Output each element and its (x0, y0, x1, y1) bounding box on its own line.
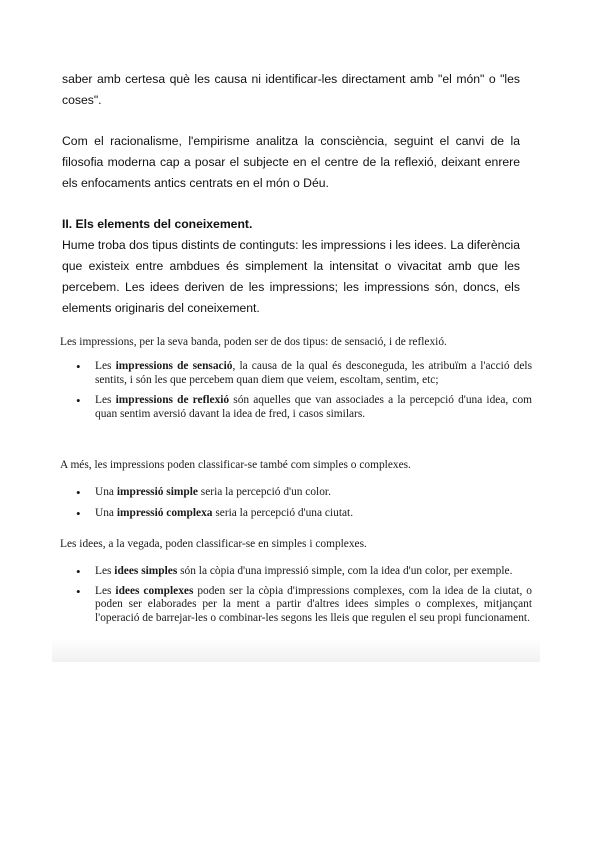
ideas-intro: Les idees, a la vegada, poden classificar-se en simples i complexes. (60, 538, 367, 550)
term-reflection: impressions de reflexió (115, 394, 230, 406)
impressions-type-list (52, 360, 532, 421)
term-sensation: impressions de sensació (115, 360, 233, 372)
list-item: • Una impressió simple seria la percepció d'un color. (52, 486, 532, 500)
simple-complex-intro: A més, les impressions poden classificar-se també com simples o complexes. (60, 459, 411, 471)
ideas-list (52, 565, 532, 625)
term-simple-impression: impressió simple (116, 486, 198, 498)
impression-simple-complex-list (52, 486, 532, 520)
list-item: • Les impressions de sensació, la causa de la qual és desconeguda, les atribuïm a l'acció dels sentits, i són les que percebem quan diem que veiem, escoltam, sentim, etc; (52, 360, 532, 387)
section-heading: II. Els elements del coneixement. (62, 217, 253, 231)
term-simple-ideas: idees simples (114, 565, 178, 577)
list-item: • Les idees complexes poden ser la còpia d'impressions complexes, com la idea de la ciutat, o poden ser elaborades per la ment a partir d'altres idees simples o complexes, mitjançant l'operació de barrejar-les o combinar-les segons les lleis que regulen el seu propi funcionament. (52, 585, 532, 626)
impressions-intro: Les impressions, per la seva banda, poden ser de dos tipus: de sensació, i de reflexió. (60, 336, 447, 348)
list-item: • Una impressió complexa seria la percepció d'una ciutat. (52, 507, 532, 521)
term-complex-impression: impressió complexa (116, 506, 213, 519)
paragraph-empiricism: Com el racionalisme, l'empirisme analitza la consciència, seguint el canvi de la filosofia moderna cap a posar el subjecte en el centre de la reflexió, deixant enrere els enfocaments antics centrats en el món o Déu. (62, 134, 520, 190)
paragraph-continuation: saber amb certesa què les causa ni identificar-les directament amb "el món" o "les coses". (62, 72, 520, 107)
paragraph-impressions-ideas: Hume troba dos tipus distints de continguts: les impressions i les idees. La diferència que existeix entre ambdues és simplement la intensitat o vivacitat amb que les percebem. Les idees deriven de les impressions; les impressions són, doncs, els elements originaris del coneixement. (62, 238, 520, 315)
embedded-text-image (52, 328, 540, 662)
term-complex-ideas: idees complexes (115, 584, 194, 597)
list-item: • Les impressions de reflexió són aquelles que van associades a la percepció d'una idea, com quan sentim aversió davant la idea de fred, i casos similars. (52, 394, 532, 421)
list-item: • Les idees simples són la còpia d'una impressió simple, com la idea d'un color, per exemple. (52, 565, 532, 579)
